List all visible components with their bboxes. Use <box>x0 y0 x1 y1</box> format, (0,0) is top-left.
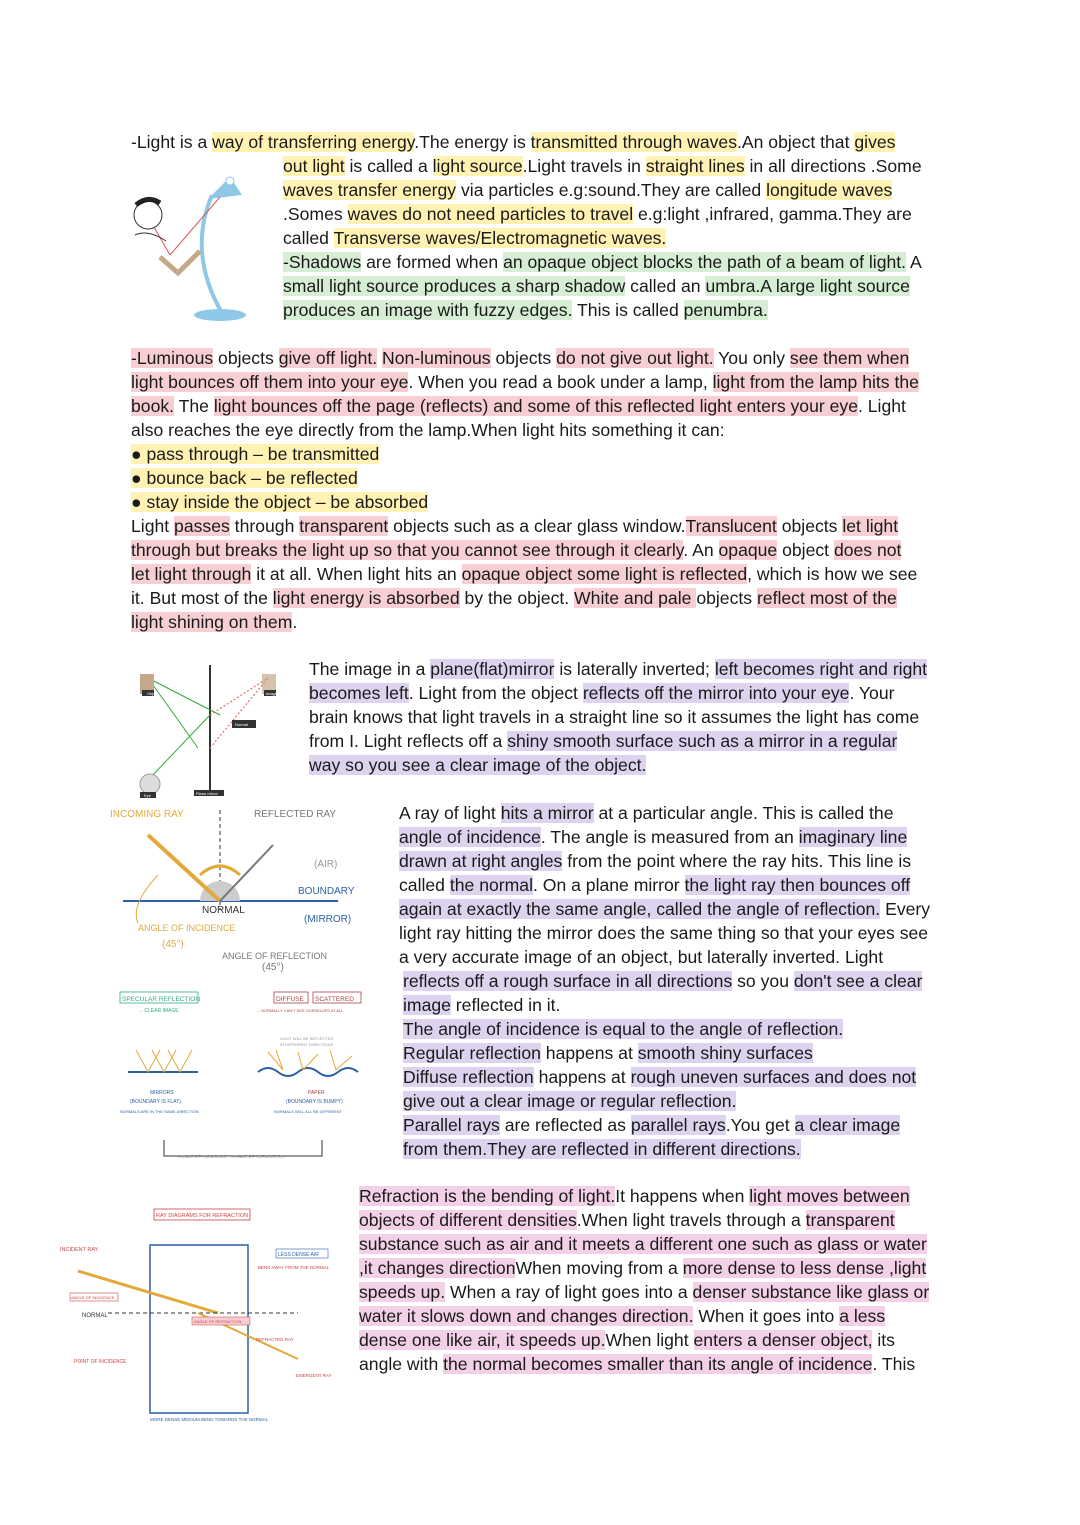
mirror-label-normal: Normal <box>235 722 248 727</box>
list-item: ● bounce back – be reflected <box>131 468 358 488</box>
lamp-reading-illustration <box>130 165 270 325</box>
label-scattered: SCATTERED <box>315 996 354 1003</box>
label-aor-value: (45°) <box>262 962 284 973</box>
label-clear-image: → CLEAR IMAGE <box>138 1008 179 1014</box>
label-incident-ray: INCIDENT RAY <box>60 1247 99 1253</box>
label-equals: ANGLE OF INCIDENCE = ANGLE OF REFLECTION <box>178 1154 285 1159</box>
label-point-of-incidence: POINT OF INCIDENCE <box>74 1359 127 1365</box>
label-angle-refraction: ANGLE OF REFRACTION <box>194 1319 242 1324</box>
label-reflected-ray: REFLECTED RAY <box>254 809 337 820</box>
label-flat: (BOUNDARY IS FLAT) <box>130 1099 181 1105</box>
label-bumpy: (BOUNDARY IS BUMPY) <box>286 1099 343 1105</box>
section-refraction: Refraction is the bending of light.It happens when light moves between objects of different densities.When light travels through a transparent substance such as air and it meets a different one such as glass or water ,it changes directionWhen moving from a more dense to less dense ,light speeds up. When a ray of light goes into a denser substance like glass or water it slows down and changes direction. When it goes into a less dense one like air, it speeds up.When light enters a denser object, its angle with the normal becomes smaller than its angle of incidence. This <box>359 1186 930 1374</box>
label-diff-dir: IN DIFFERENT DIRECTIONS <box>280 1042 334 1047</box>
label-incoming-ray: INCOMING RAY <box>110 809 184 820</box>
label-diffuse: DIFFUSE <box>276 996 304 1003</box>
label-angle-incidence: ANGLE OF INCIDENCE <box>71 1295 115 1300</box>
list-item: ● stay inside the object – be absorbed <box>131 492 429 512</box>
label-normal: NORMAL <box>202 905 245 916</box>
section-luminous: -Luminous objects give off light. Non-luminous objects do not give out light. You only see them when light bounces off them into your eye. When you read a book under a lamp, light from the lamp hits the book. The light bounces off the page (reflects) and some of this reflected light enters your eye. Light also reaches the eye directly from the lamp.When light hits something it can: ● pass through – be transmitted ● bounce back – be reflected ● stay inside the object – be absorbed Light passes through transparent objects such as a clear glass window.Translucent objects let light through but breaks the light up so that you cannot see through it clearly. An opaque object does not let light through it at all. When light hits an opaque object some light is reflected, which is how we see it. But most of the light energy is absorbed by the object. White and pale objects reflect most of the light shining on them. <box>131 346 961 634</box>
reflection-diagram <box>108 805 388 965</box>
list-item: ● pass through – be transmitted <box>131 444 380 464</box>
label-normal-refraction: NORMAL <box>82 1313 108 1319</box>
label-cant-see: → NORMALLY CAN'T SEE OURSELVES AT ALL <box>256 1008 344 1013</box>
label-air: (AIR) <box>314 859 338 870</box>
section-light-source-text: out light is called a light source.Light travels in straight lines in all directions .Some waves transfer energy via particles e.g:sound.They are called longitude waves .Somes waves do not need particles to travel e.g:light ,infrared, gamma.They are called Transverse waves/Electromagnetic waves. -Shadows are formed when an opaque object blocks the path of a beam of light. A small light source produces a sharp shadow called an umbra.A large light source produces an image with fuzzy edges. This is called penumbra. <box>283 156 922 320</box>
label-diff-normals: NORMALS WILL ALL BE DIFFERENT <box>274 1109 342 1114</box>
section-plane-mirror: The image in a plane(flat)mirror is laterally inverted; left becomes right and right becomes left. Light from the object reflects off the mirror into your eye. Your brain knows that light travels in a straight line so it assumes the light has come from I. Light reflects off a shiny smooth surface such as a mirror in a regular way so you see a clear image of the object. <box>309 659 928 775</box>
label-paper: PAPER <box>308 1090 325 1096</box>
label-refracted-ray: REFRACTED RAY <box>256 1337 294 1342</box>
plane-mirror-diagram <box>128 660 288 800</box>
section-angle-of-incidence: A ray of light hits a mirror at a particular angle. This is called the angle of incidence. The angle is measured from an imaginary line drawn at right angles from the point where the ray hits. This line is called the normal. On a plane mirror the light ray then bounces off again at exactly the same angle, called the angle of reflection. Every light ray hitting the mirror does the same thing so that your eyes see a very accurate image of an object, but laterally inverted. Light reflects off a rough surface in all directions so you don't see a clear image reflected in it. The angle of incidence is equal to the angle of reflection. Regular reflection happens at smooth shiny surfaces Diffuse reflection happens at rough uneven surfaces and does not give out a clear image or regular reflection. Parallel rays are reflected as parallel rays.You get a clear image from them.They are reflected in different directions. <box>399 803 931 1159</box>
label-angle-of-reflection: ANGLE OF REFLECTION <box>222 951 328 961</box>
refraction-diagram <box>58 1205 358 1430</box>
line: -Light is a way of transferring energy.The energy is transmitted through waves.An object that gives <box>131 132 896 152</box>
label-ray-diagrams: RAY DIAGRAMS FOR REFRACTION <box>156 1213 249 1219</box>
label-more-dense: MORE DENSE MEDIUM BEND TOWARDS THE NORMAL <box>150 1417 269 1422</box>
label-same-dir: NORMALS ARE IN THE SAME DIRECTION <box>120 1109 199 1114</box>
mirror-label-object: Object <box>147 691 159 696</box>
section-light-energy <box>131 130 961 154</box>
label-boundary: BOUNDARY <box>298 886 355 897</box>
label-bend-away: BEND AWAY FROM THE NORMAL <box>258 1265 330 1270</box>
mirror-label-eye: Eye <box>144 793 151 798</box>
label-mirror: (MIRROR) <box>304 914 352 925</box>
label-angle-of-incidence: ANGLE OF INCIDENCE <box>138 923 236 933</box>
label-mirrors: MIRRORS <box>150 1090 174 1096</box>
mirror-label-plane: Plane mirror <box>196 791 218 796</box>
label-light-will: LIGHT WILL BE REFLECTED <box>280 1036 334 1041</box>
label-less-dense: LESS DENSE AIR <box>278 1252 319 1258</box>
specular-diffuse-diagram <box>108 990 388 1165</box>
label-aoi-value: (45°) <box>162 939 184 950</box>
mirror-label-image: Image <box>266 691 278 696</box>
label-specular: SPECULAR REFLECTION <box>122 996 201 1003</box>
label-emergent-ray: EMERGENT RAY <box>296 1373 332 1378</box>
